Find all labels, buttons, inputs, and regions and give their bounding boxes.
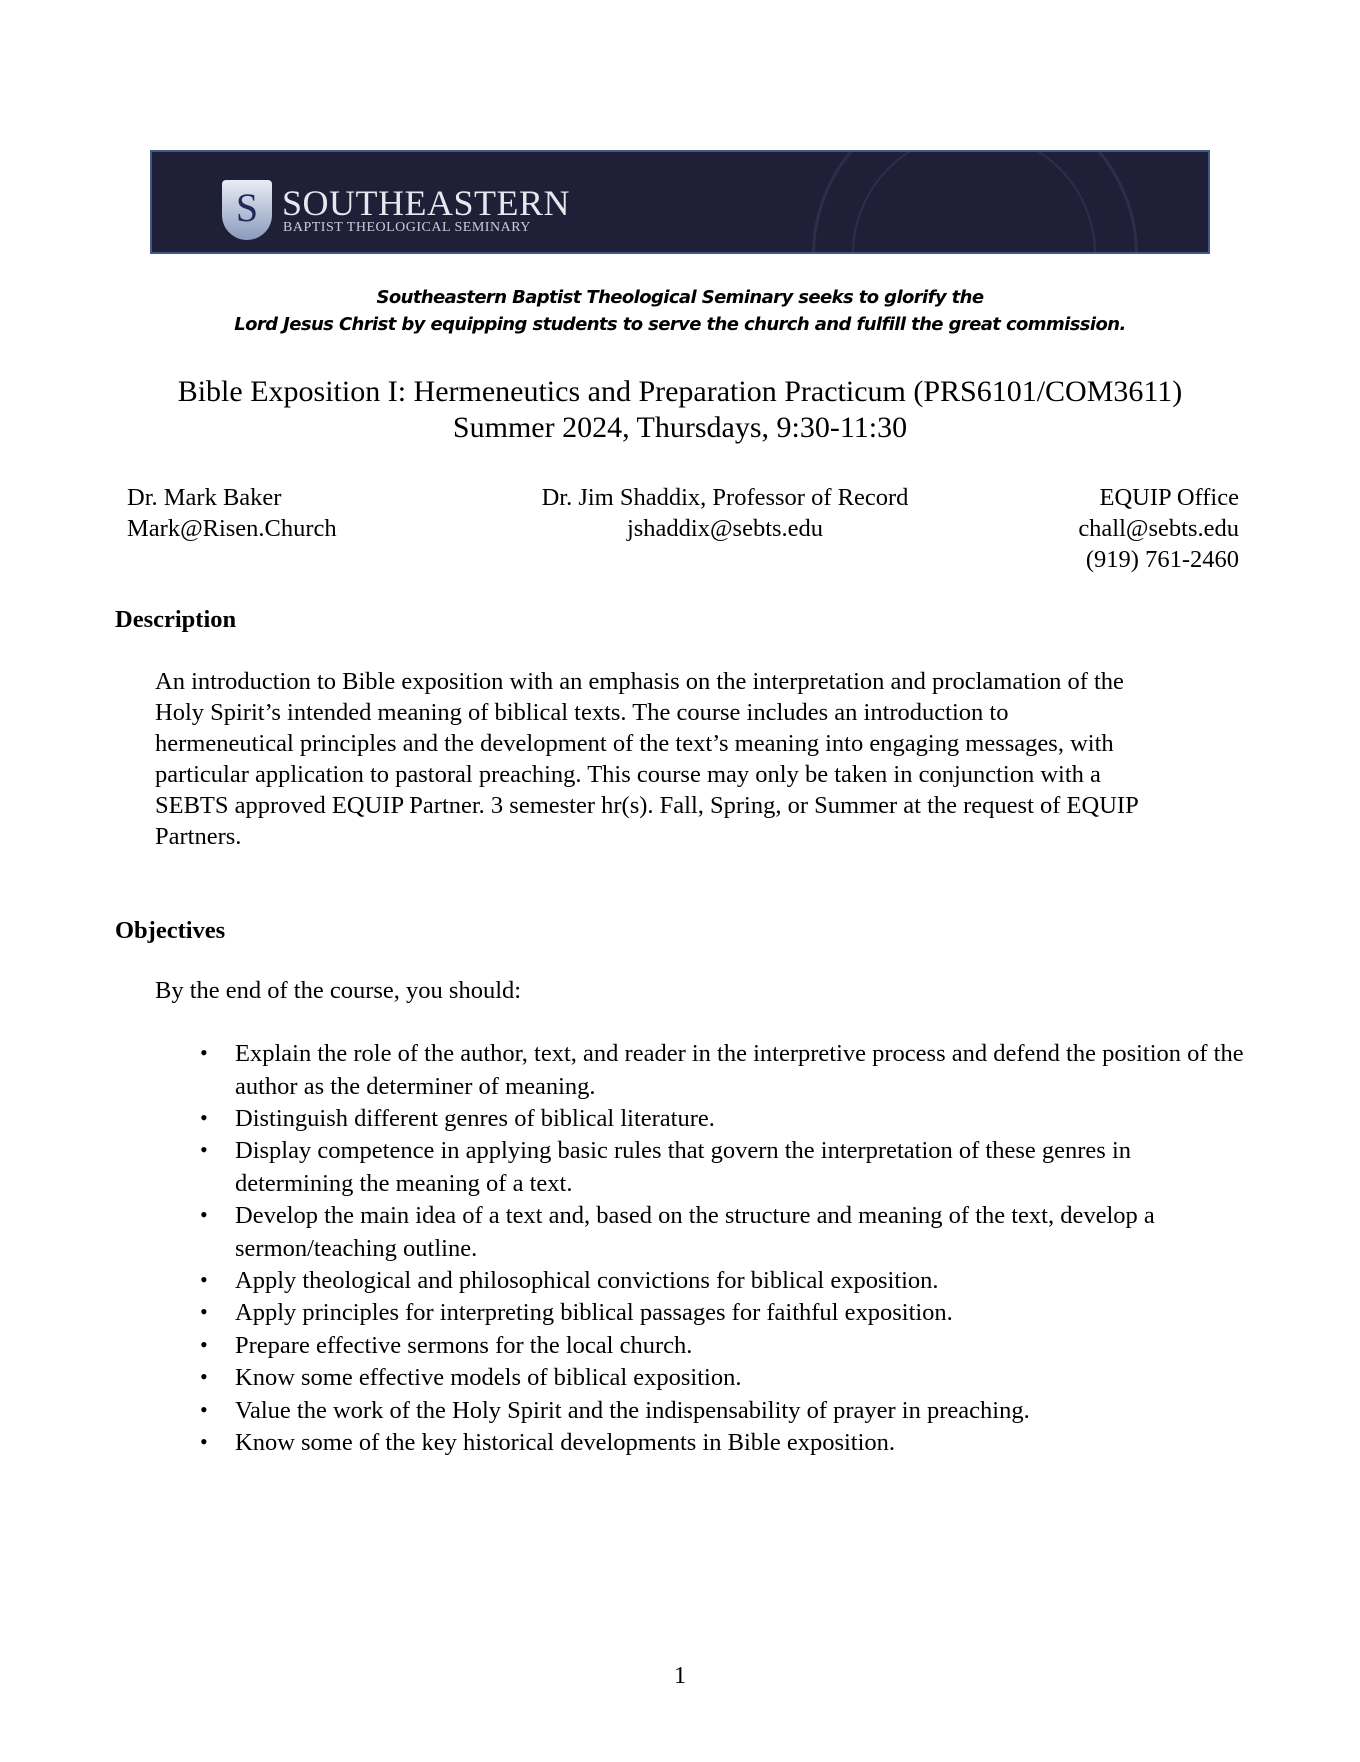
objective-item: Know some effective models of biblical exposition. xyxy=(235,1364,742,1391)
description-line: SEBTS approved EQUIP Partner. 3 semester hr(s). Fall, Spring, or Summer at the request of EQUIP xyxy=(155,792,1139,819)
description-heading: Description xyxy=(115,606,237,633)
seminary-banner xyxy=(150,150,1210,254)
description-line: Partners. xyxy=(155,823,242,850)
objective-item: Develop the main idea of a text and, based on the structure and meaning of the text, develop a sermon/teaching outline. xyxy=(235,1202,1155,1262)
bullet-icon: • xyxy=(200,1137,208,1162)
bullet-icon: • xyxy=(200,1202,208,1227)
description-line: Holy Spirit’s intended meaning of biblical texts. The course includes an introduction to xyxy=(155,699,1009,726)
description-body xyxy=(155,666,1139,852)
office-name: EQUIP Office xyxy=(1099,484,1239,511)
objective-item: Explain the role of the author, text, and reader in the interpretive process and defend the position of the author as the determiner of meaning. xyxy=(235,1040,1244,1100)
objective-item: Distinguish different genres of biblical literature. xyxy=(235,1105,715,1132)
course-schedule: Summer 2024, Thursdays, 9:30-11:30 xyxy=(452,411,908,444)
course-title: Bible Exposition I: Hermeneutics and Preparation Practicum (PRS6101/COM3611) xyxy=(177,375,1183,408)
instructor-email[interactable]: Mark@Risen.Church xyxy=(127,515,337,542)
bullet-icon: • xyxy=(200,1397,208,1422)
page-number: 1 xyxy=(673,1662,687,1689)
bullet-icon: • xyxy=(200,1364,208,1389)
description-line: hermeneutical principles and the development of the text’s meaning into engaging messages, with xyxy=(155,730,1114,757)
description-line: particular application to pastoral preaching. This course may only be taken in conjunction with a xyxy=(155,761,1101,788)
logo-name: SOUTHEASTERN xyxy=(282,183,571,223)
instructor-left xyxy=(127,482,337,544)
bullet-icon: • xyxy=(200,1267,208,1292)
bullet-icon: • xyxy=(200,1040,208,1065)
objective-item: Apply principles for interpreting biblical passages for faithful exposition. xyxy=(235,1299,953,1326)
objectives-intro: By the end of the course, you should: xyxy=(155,977,522,1004)
shield-logo-icon: S xyxy=(222,180,272,240)
office-phone: (919) 761-2460 xyxy=(1085,546,1239,573)
objective-item: Prepare effective sermons for the local church. xyxy=(235,1332,693,1359)
objective-item: Value the work of the Holy Spirit and the indispensability of prayer in preaching. xyxy=(235,1397,1030,1424)
description-line: An introduction to Bible exposition with an emphasis on the interpretation and proclamation of the xyxy=(155,668,1124,695)
instructor-name: Dr. Mark Baker xyxy=(127,484,282,511)
mission-line-2: Lord Jesus Christ by equipping students to serve the church and fulfill the great commission. xyxy=(234,314,1126,335)
instructor-email[interactable]: jshaddix@sebts.edu xyxy=(626,515,824,542)
objective-item: Display competence in applying basic rules that govern the interpretation of these genres in determining the meaning of a text. xyxy=(235,1137,1132,1197)
office-email[interactable]: chall@sebts.edu xyxy=(1078,515,1239,542)
objectives-heading: Objectives xyxy=(115,917,226,944)
bullet-icon: • xyxy=(200,1105,208,1130)
bullet-icon: • xyxy=(200,1332,208,1357)
mission-line-1: Southeastern Baptist Theological Seminary seeks to glorify the xyxy=(376,287,984,308)
objective-item: Know some of the key historical developments in Bible exposition. xyxy=(235,1429,896,1456)
instructor-center xyxy=(430,482,1020,544)
logo-subtitle: BAPTIST THEOLOGICAL SEMINARY xyxy=(283,220,531,235)
bullet-icon: • xyxy=(200,1299,208,1324)
bullet-icon: • xyxy=(200,1429,208,1454)
instructor-name: Dr. Jim Shaddix, Professor of Record xyxy=(541,484,909,511)
equip-office xyxy=(1078,482,1239,575)
objective-item: Apply theological and philosophical convictions for biblical exposition. xyxy=(235,1267,939,1294)
